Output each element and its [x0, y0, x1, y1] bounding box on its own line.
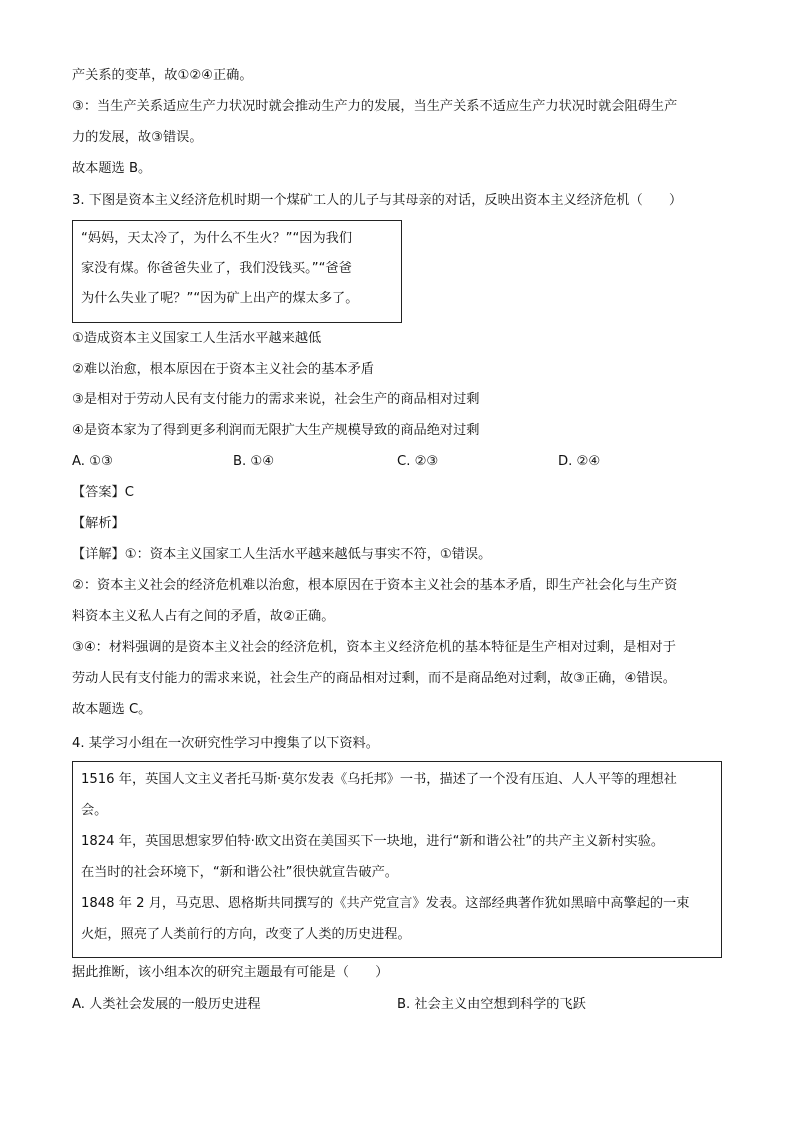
analysis-tag: 【解析】: [72, 516, 125, 531]
q3-option-d: D. ②④: [558, 454, 601, 469]
q3-detail-3: 料资本主义私人占有之间的矛盾，故②正确。: [72, 609, 335, 624]
q3-box-line-1: “妈妈，天太冷了，为什么不生火？”“因为我们: [81, 231, 353, 246]
q3-option-c: C. ②③: [397, 454, 439, 469]
q3-detail-6: 故本题选 C。: [72, 702, 152, 717]
q4-box-line-4: 在当时的社会环境下，“新和谐公社”很快就宣告破产。: [81, 865, 398, 880]
q3-detail-4: ③④：材料强调的是资本主义社会的经济危机，资本主义经济危机的基本特征是生产相对过剩，是相对于: [72, 640, 676, 655]
detail-text-1: ①：资本主义国家工人生活水平越来越低与事实不符，①错误。: [124, 547, 492, 562]
q3-item-2: ②难以治愈，根本原因在于资本主义社会的基本矛盾: [72, 362, 374, 377]
q3-item-4: ④是资本家为了得到更多利润而无限扩大生产规模导致的商品绝对过剩: [72, 423, 480, 438]
q2-line-3: 力的发展，故③错误。: [72, 130, 203, 145]
q3-detail-5: 劳动人民有支付能力的需求来说，社会生产的商品相对过剩，而不是商品绝对过剩，故③正确，④错误。: [72, 671, 676, 686]
answer-tag: 【答案】: [72, 485, 125, 500]
q4-box-line-1: 1516 年，英国人文主义者托马斯·莫尔发表《乌托邦》一书，描述了一个没有压迫、人人平等的理想社: [81, 772, 677, 787]
q3-detail-2: ②：资本主义社会的经济危机难以治愈，根本原因在于资本主义社会的基本矛盾，即生产社会化与生产资: [72, 578, 678, 593]
q3-option-b: B. ①④: [233, 454, 275, 469]
q4-box-line-2: 会。: [81, 803, 108, 818]
q3-detail-1: [72, 545, 491, 565]
q3-item-3: ③是相对于劳动人民有支付能力的需求来说，社会生产的商品相对过剩: [72, 392, 480, 407]
q3-box-line-3: 为什么失业了呢？”“因为矿上出产的煤太多了。: [81, 291, 359, 306]
q4-option-b: B. 社会主义由空想到科学的飞跃: [397, 997, 586, 1012]
answer-value: C: [124, 485, 134, 500]
q2-line-2: ③：当生产关系适应生产力状况时就会推动生产力的发展，当生产关系不适应生产力状况时就会阻碍生产: [72, 99, 678, 114]
detail-tag: 【详解】: [72, 547, 125, 562]
q2-line-4: 故本题选 B。: [72, 161, 152, 176]
q4-box-line-5: 1848 年 2 月，马克思、恩格斯共同撰写的《共产党宣言》发表。这部经典著作犹如黑暗中高擎起的一束: [81, 896, 690, 911]
q4-box-line-3: 1824 年，英国思想家罗伯特·欧文出资在美国买下一块地，进行“新和谐公社”的共产主义新村实验。: [81, 834, 665, 849]
q3-item-1: ①造成资本主义国家工人生活水平越来越低: [72, 331, 322, 346]
q3-stem: 3. 下图是资本主义经济危机时期一个煤矿工人的儿子与其母亲的对话，反映出资本主义经济危机（ ）: [72, 193, 683, 208]
q2-line-1: 产关系的变革，故①②④正确。: [72, 68, 253, 83]
q3-answer-row: [72, 483, 134, 503]
q3-option-a: A. ①③: [72, 454, 113, 469]
q4-material-box: [72, 761, 722, 958]
q4-stem: 4. 某学习小组在一次研究性学习中搜集了以下资料。: [72, 736, 379, 751]
q4-question: 据此推断，该小组本次的研究主题最有可能是（ ）: [72, 965, 389, 980]
q4-option-a: A. 人类社会发展的一般历史进程: [72, 997, 261, 1012]
q4-box-line-6: 火炬，照亮了人类前行的方向，改变了人类的历史进程。: [81, 927, 411, 942]
q3-box-line-2: 家没有煤。你爸爸失业了，我们没钱买。”“爸爸: [81, 261, 352, 276]
q3-dialogue-box: [72, 220, 402, 323]
